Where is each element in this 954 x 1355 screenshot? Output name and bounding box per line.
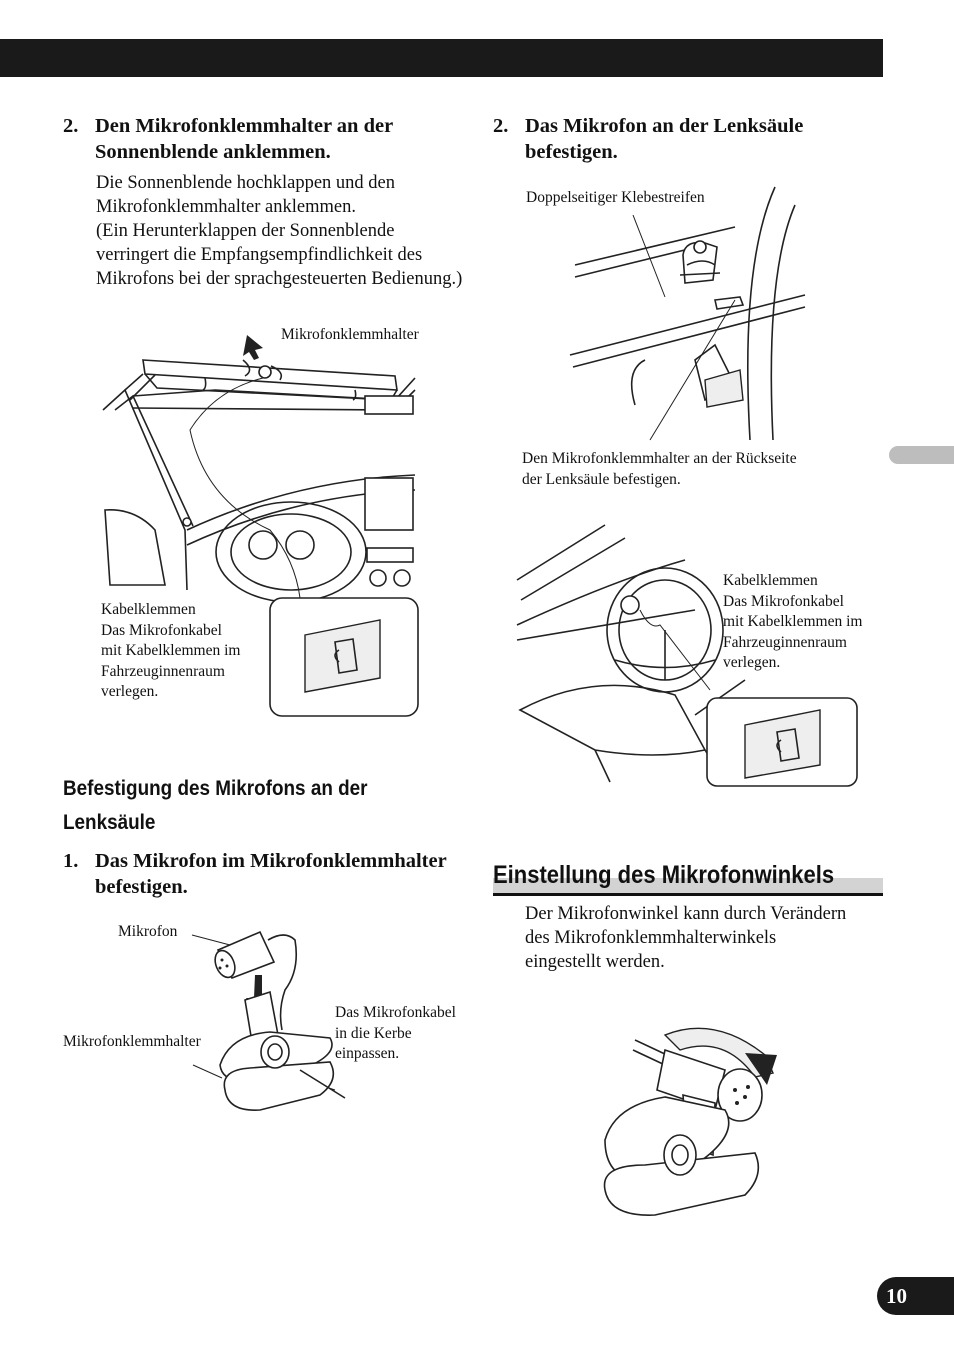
display-unit: [365, 478, 413, 530]
step-title: Den Mikrofonklemmhalter an der Sonnenblende anklemmen.: [95, 115, 393, 163]
section-tab: [889, 446, 954, 464]
section-heading-steering-column: [63, 772, 387, 840]
illustration-mic-in-clip: [190, 920, 350, 1130]
label-adhesive-tape: Doppelseitiger Klebestreifen: [526, 189, 705, 206]
section-heading-mic-angle: [493, 858, 883, 896]
illustration-mic-angle: [595, 1015, 785, 1220]
label-microphone: Mikrofon: [118, 923, 178, 940]
mic-on-column: [621, 596, 639, 614]
step-number: 2.: [63, 115, 79, 137]
step-title: Das Mikrofon an der Lenksäule befestigen.: [525, 115, 804, 163]
label-back-of-column: Den Mikrofonklemmhalter an der Rückseite der Lenksäule befestigen.: [522, 450, 797, 488]
mounted-clip-icon: [680, 241, 720, 283]
step-1-mount-mic: [63, 848, 463, 900]
mic-angle-description: Der Mikrofonwinkel kann durch Verändern des Mikrofonklemmhalterwinkels eingestellt werden.: [525, 904, 847, 972]
pointer-arrow-icon: [243, 335, 263, 360]
illustration-steering-column: [565, 185, 815, 445]
step-2-description: Die Sonnenblende hochklappen und den Mikrofonklemmhalter anklemmen. (Ein Herunterklappen der Sonnenblende verringert die Empfangsempfindlichkeit des Mikrofons bei der sprachgesteuerten Bedienung.): [96, 173, 463, 289]
heading-text: Einstellung des Mikrofonwinkels: [493, 861, 835, 889]
heading-text: Befestigung des Mikrofons an der Lenksäule: [63, 777, 368, 834]
header-bar: [0, 39, 883, 77]
step-title: Das Mikrofon im Mikrofonklemmhalter befestigen.: [95, 850, 447, 898]
step-2-steering-column: [493, 113, 883, 165]
label-clip-holder-2: Mikrofonklemmhalter: [63, 1033, 201, 1050]
steering-wheel: [216, 502, 366, 602]
step-2-sun-visor: [63, 113, 463, 165]
page-number: 10: [877, 1277, 954, 1315]
step-number: 2.: [493, 115, 509, 137]
rearview-mirror: [365, 396, 413, 414]
label-cable-notch: Das Mikrofonkabel in die Kerbe einpassen.: [335, 1004, 456, 1062]
label-cable-clamps-2: Kabelklemmen Das Mikrofonkabel mit Kabelklemmen im Fahrzeuginnenraum verlegen.: [723, 572, 863, 671]
label-clip-holder: Mikrofonklemmhalter: [281, 326, 419, 343]
clip-on-visor: [259, 366, 271, 378]
step-number: 1.: [63, 850, 79, 872]
label-cable-clamps: Kabelklemmen Das Mikrofonkabel mit Kabelklemmen im Fahrzeuginnenraum verlegen.: [101, 601, 241, 700]
